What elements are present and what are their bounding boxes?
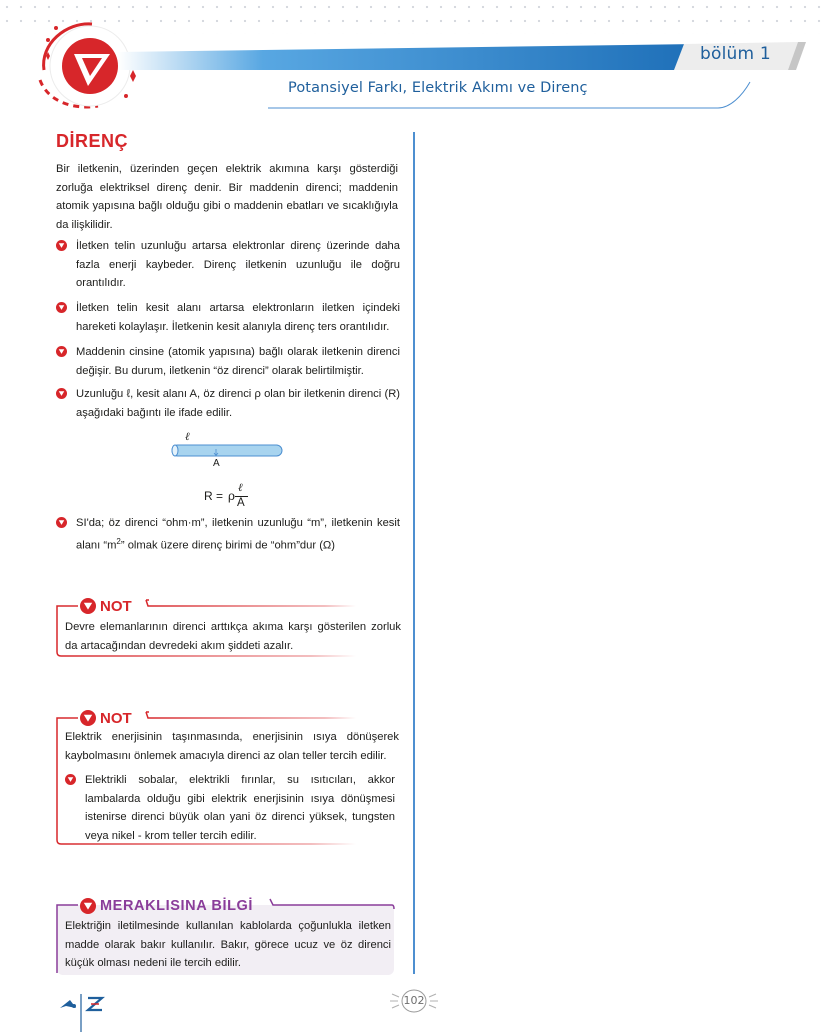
- note-box-2: [56, 708, 399, 848]
- bullet-item-material: [56, 343, 400, 380]
- page-title: Potansiyel Farkı, Elektrik Akımı ve Direnç: [288, 80, 588, 96]
- merak-label: MERAKLISINA BİLGİ: [100, 898, 254, 914]
- bullet-triangle-icon: [56, 388, 67, 399]
- bullet-triangle-icon: [56, 517, 67, 528]
- conductor-figure: [168, 430, 288, 472]
- formula-numerator: ℓ: [238, 481, 243, 494]
- bullet-triangle-icon: [56, 240, 67, 251]
- si-text-sup: 2: [116, 536, 121, 546]
- chapter-label: bölüm 1: [700, 44, 771, 64]
- bullet-triangle-icon: [56, 302, 67, 313]
- note-triangle-icon: [80, 598, 96, 614]
- note-box-1: [56, 596, 401, 660]
- footer-publisher-marks: [58, 992, 108, 1032]
- bullet-text: Uzunluğu ℓ, kesit alanı A, öz direnci ρ olan bir iletkenin direnci (R) aşağıdaki bağıntı ile ifade edilir.: [76, 388, 400, 419]
- area-label: A: [213, 458, 220, 469]
- section-heading: DİRENÇ: [56, 131, 129, 151]
- note-label: NOT: [100, 598, 132, 615]
- bullet-text: Maddenin cinsine (atomik yapısına) bağlı olarak iletkenin direnci değişir. Bu durum, iletkenin “öz direnci” olarak belirtilmiştir.: [76, 346, 400, 377]
- column-divider: [413, 132, 415, 974]
- page-number: 102: [403, 994, 425, 1007]
- page-number-badge: [388, 988, 440, 1016]
- si-text-post: ” olmak üzere direnç birimi de “ohm”dur (Ω): [120, 539, 336, 552]
- note-bullet-text: Elektrikli sobalar, elektrikli fırınlar, su ısıtıcıları, akkor lambalarda olduğu gibi elektrik enerjisinin ısıya dönüşmesi istenirse direnci büyük olan yani öz direnci yüksek, tungsten veya nikel - krom teller tercih edilir.: [85, 774, 395, 842]
- bullet-triangle-icon: [56, 346, 67, 357]
- formula-denominator: A: [237, 497, 245, 509]
- note-text: Devre elemanlarının direnci arttıkça akıma karşı gösterilen zorluk da artacağından devredeki akım şiddeti azalır.: [65, 621, 401, 652]
- merak-triangle-icon: [80, 898, 96, 914]
- si-text-pre: SI'da; öz direnci “ohm·m”, iletkenin uzunluğu “m”, iletkenin kesit alanı “m: [76, 517, 400, 552]
- bullet-item-si: [56, 514, 400, 555]
- formula-lhs: R =: [204, 489, 224, 503]
- merak-text: Elektriğin iletilmesinde kullanılan kablolarda çoğunlukla iletken madde olarak bakır kullanılır. Bakır, görece ucuz ve öz direnci küçük olması nedeni ile tercih edilir.: [65, 920, 391, 969]
- bullet-text: İletken telin uzunluğu artarsa elektronlar direnç üzerinde daha fazla enerji kaybeder. Direnç iletkenin uzunluğu ile doğru orantılıdır.: [76, 240, 400, 289]
- note-label: NOT: [100, 710, 132, 727]
- formula-rho: ρ: [228, 489, 236, 503]
- bullet-item-formula-intro: [56, 385, 400, 422]
- intro-paragraph: Bir iletkenin, üzerinden geçen elektrik akımına karşı gösterdiği zorluğa elektriksel direnç denir. Bir maddenin direnci; maddenin atomik yapısına bağlı olduğu gibi o maddenin ebatları ve sıcaklığıyla da ilişkilidir.: [56, 163, 398, 231]
- bullet-triangle-icon: [65, 774, 76, 785]
- bullet-item-length: [56, 237, 400, 293]
- bullet-item-area: [56, 299, 400, 336]
- merak-box: [56, 895, 396, 977]
- note-text: Elektrik enerjisinin taşınmasında, enerjisinin ısıya dönüşerek kaybolmasını önlemek amacıyla direnci az olan teller tercih edilir.: [65, 731, 399, 762]
- resistance-formula: [204, 481, 264, 511]
- bullet-text: İletken telin kesit alanı artarsa elektronların iletken içindeki hareketi kolaylaşır. İletkenin kesit alanıyla direnç ters orantılıdır.: [76, 302, 400, 333]
- note-triangle-icon: [80, 710, 96, 726]
- note-bullet: [85, 771, 395, 845]
- length-label: ℓ: [185, 430, 190, 443]
